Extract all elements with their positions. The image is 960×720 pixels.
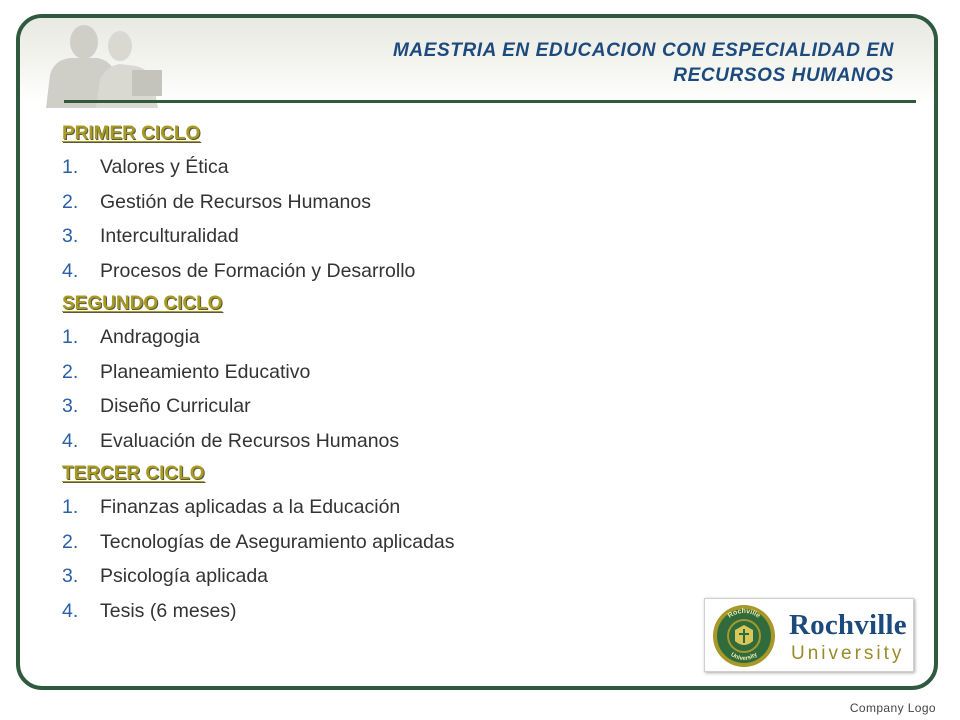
course-list	[62, 490, 682, 628]
list-item	[62, 150, 682, 185]
item-label: Planeamiento Educativo	[100, 360, 311, 383]
item-label: Procesos de Formación y Desarrollo	[100, 259, 416, 282]
list-item	[62, 219, 682, 254]
seal-bottom-text: University	[729, 651, 759, 663]
item-number: 3.	[62, 565, 79, 587]
title-line-2: RECURSOS HUMANOS	[673, 65, 894, 86]
header-divider	[64, 100, 916, 103]
item-number: 2.	[62, 360, 79, 383]
curriculum-content	[62, 118, 682, 628]
list-item	[62, 389, 682, 424]
university-logo	[704, 598, 914, 672]
item-number: 4.	[62, 259, 79, 282]
item-label: Interculturalidad	[100, 225, 239, 247]
section-segundo-ciclo	[62, 288, 682, 458]
university-seal-icon	[711, 603, 777, 669]
people-silhouette-icon	[40, 20, 170, 108]
item-number: 1.	[62, 326, 79, 348]
section-heading: TERCER CICLO	[62, 463, 205, 484]
item-label: Diseño Curricular	[100, 395, 251, 417]
title-line-1: MAESTRIA EN EDUCACION CON ESPECIALIDAD EN	[392, 40, 894, 61]
course-list	[62, 150, 682, 288]
item-label: Psicología aplicada	[100, 565, 269, 587]
item-number: 1.	[62, 496, 79, 518]
item-number: 1.	[62, 156, 79, 178]
list-item	[62, 254, 682, 289]
section-tercer-ciclo	[62, 458, 682, 628]
item-label: Valores y Ética	[100, 156, 229, 178]
item-label: Evaluación de Recursos Humanos	[100, 429, 400, 452]
item-number: 2.	[62, 530, 79, 553]
list-item	[62, 185, 682, 220]
item-number: 4.	[62, 599, 79, 622]
item-label: Andragogia	[100, 326, 200, 348]
course-list	[62, 320, 682, 458]
list-item	[62, 490, 682, 525]
item-label: Finanzas aplicadas a la Educación	[100, 496, 401, 518]
list-item	[62, 525, 682, 560]
logo-subtitle: University	[791, 643, 905, 664]
item-number: 3.	[62, 395, 79, 417]
item-label: Gestión de Recursos Humanos	[100, 190, 371, 213]
company-logo-caption: Company Logo	[849, 701, 936, 715]
section-heading: SEGUNDO CICLO	[62, 293, 223, 314]
seal-top-text: Rochville	[726, 607, 762, 620]
list-item	[62, 594, 682, 629]
item-number: 4.	[62, 429, 79, 452]
list-item	[62, 320, 682, 355]
list-item	[62, 559, 682, 594]
section-heading: PRIMER CICLO	[62, 123, 201, 144]
logo-name: Rochville	[789, 609, 907, 641]
item-label: Tesis (6 meses)	[100, 599, 237, 622]
item-number: 3.	[62, 225, 79, 247]
list-item	[62, 355, 682, 390]
list-item	[62, 424, 682, 459]
page-title	[280, 38, 894, 88]
item-label: Tecnologías de Aseguramiento aplicadas	[100, 530, 455, 553]
item-number: 2.	[62, 190, 79, 213]
section-primer-ciclo	[62, 118, 682, 288]
